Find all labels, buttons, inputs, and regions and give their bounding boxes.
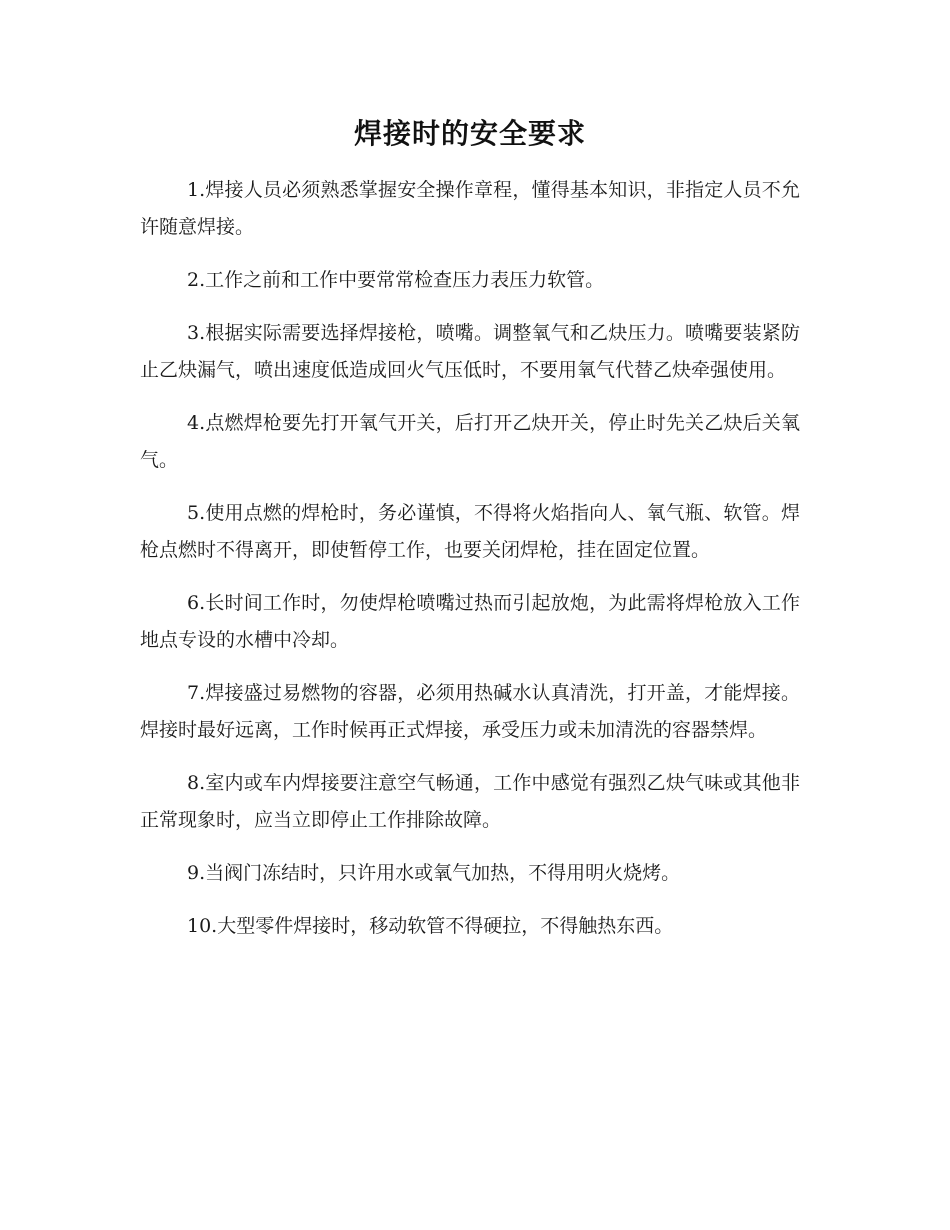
rule-item-1: 1.焊接人员必须熟悉掌握安全操作章程，懂得基本知识，非指定人员不允许随意焊接。 bbox=[140, 179, 800, 238]
rule-item-3: 3.根据实际需要选择焊接枪，喷嘴。调整氧气和乙炔压力。喷嘴要装紧防止乙炔漏气，喷出速度低造成回火气压低时，不要用氧气代替乙炔牵强使用。 bbox=[140, 322, 800, 381]
document-title: 焊接时的安全要求 bbox=[353, 117, 586, 150]
rule-item-5: 5.使用点燃的焊枪时，务必谨慎，不得将火焰指向人、氧气瓶、软管。焊枪点燃时不得离开，即使暂停工作，也要关闭焊枪，挂在固定位置。 bbox=[140, 502, 800, 561]
rule-item-8: 8.室内或车内焊接要注意空气畅通，工作中感觉有强烈乙炔气味或其他非正常现象时，应当立即停止工作排除故障。 bbox=[140, 772, 800, 831]
rule-item-10: 10.大型零件焊接时，移动软管不得硬拉，不得触热东西。 bbox=[187, 915, 674, 937]
rule-item-4: 4.点燃焊枪要先打开氧气开关，后打开乙炔开关，停止时先关乙炔后关氧气。 bbox=[140, 412, 800, 471]
rule-item-9: 9.当阀门冻结时，只许用水或氧气加热，不得用明火烧烤。 bbox=[187, 862, 681, 884]
rule-item-7: 7.焊接盛过易燃物的容器，必须用热碱水认真清洗，打开盖，才能焊接。焊接时最好远离，工作时候再正式焊接，承受压力或未加清洗的容器禁焊。 bbox=[140, 682, 800, 741]
rule-item-6: 6.长时间工作时，勿使焊枪喷嘴过热而引起放炮，为此需将焊枪放入工作地点专设的水槽中冷却。 bbox=[140, 592, 800, 651]
rule-item-2: 2.工作之前和工作中要常常检查压力表压力软管。 bbox=[187, 269, 605, 291]
